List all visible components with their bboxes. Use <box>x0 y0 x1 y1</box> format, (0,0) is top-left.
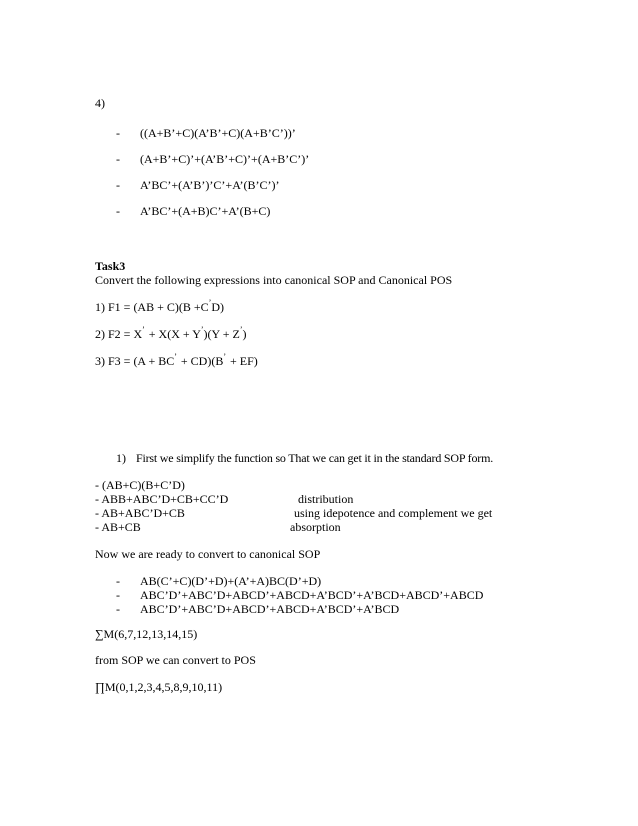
step-number: 1) <box>116 451 126 465</box>
prime-mark: ’ <box>200 325 204 334</box>
f3-part: 3) F3 = (A + BC <box>95 354 175 368</box>
f2-part: + X(X + Y <box>148 327 201 341</box>
simplify-line: - AB+CB <box>95 520 141 534</box>
simplify-note: distribution <box>298 492 354 506</box>
list-item: A’BC’+(A’B’)’C’+A’(B’C’)’ <box>140 178 280 192</box>
list-item: ((A+B’+C)(A’B’+C)(A+B’C’))’ <box>140 126 296 140</box>
task-instruction: Convert the following expressions into canonical SOP and Canonical POS <box>95 273 453 287</box>
list-bullet: - <box>116 588 120 602</box>
prime-mark: ’ <box>208 298 212 307</box>
list-bullet: - <box>116 152 120 166</box>
f2-part: 2) F2 = X <box>95 327 143 341</box>
simplify-line: - (AB+C)(B+C’D) <box>95 478 185 492</box>
prime-mark: ’ <box>174 352 177 361</box>
list-bullet: - <box>116 574 120 588</box>
list-item: (A+B’+C)’+(A’B’+C)’+(A+B’C’)’ <box>140 152 310 166</box>
simplify-note: using idepotence and complement we get <box>294 506 493 520</box>
f1-part: D) <box>211 300 224 314</box>
function-f3 <box>95 354 258 370</box>
sop-intro: Now we are ready to convert to canonical SOP <box>95 547 321 561</box>
sum-of-minterms: ∑M(6,7,12,13,14,15) <box>95 627 198 641</box>
function-f2 <box>95 327 247 343</box>
sop-step: ABC’D’+ABC’D+ABCD’+ABCD+A’BCD’+A’BCD <box>140 602 400 616</box>
prime-mark: ’ <box>142 325 145 334</box>
f2-part: ) <box>242 327 247 341</box>
function-f1 <box>95 300 224 316</box>
sop-step: ABC’D’+ABC’D+ABCD’+ABCD+A’BCD’+A’BCD+ABCD’+ABCD <box>140 588 484 602</box>
task-title: Task3 <box>95 259 126 273</box>
f2-part: )(Y + Z <box>203 327 240 341</box>
simplify-note: absorption <box>290 520 341 534</box>
list-bullet: - <box>116 602 120 616</box>
step-text: First we simplify the function so That we can get it in the standard SOP form. <box>136 451 494 465</box>
list-bullet: - <box>116 204 120 218</box>
f1-part: 1) F1 = (AB + C)(B +C <box>95 300 209 314</box>
question-number: 4) <box>95 96 105 110</box>
sop-step: AB(C’+C)(D’+D)+(A’+A)BC(D’+D) <box>140 574 322 588</box>
simplify-line: - AB+ABC’D+CB <box>95 506 185 520</box>
list-bullet: - <box>116 178 120 192</box>
pos-intro: from SOP we can convert to POS <box>95 653 256 667</box>
f3-part: + EF) <box>230 354 258 368</box>
f3-part: + CD)(B <box>180 354 224 368</box>
prime-mark: ’ <box>223 352 226 361</box>
list-item: A’BC’+(A+B)C’+A’(B+C) <box>140 204 271 218</box>
prime-mark: ’ <box>239 325 243 334</box>
product-of-maxterms: ∏M(0,1,2,3,4,5,8,9,10,11) <box>95 680 223 694</box>
list-bullet: - <box>116 126 120 140</box>
simplify-line: - ABB+ABC’D+CB+CC’D <box>95 492 229 506</box>
